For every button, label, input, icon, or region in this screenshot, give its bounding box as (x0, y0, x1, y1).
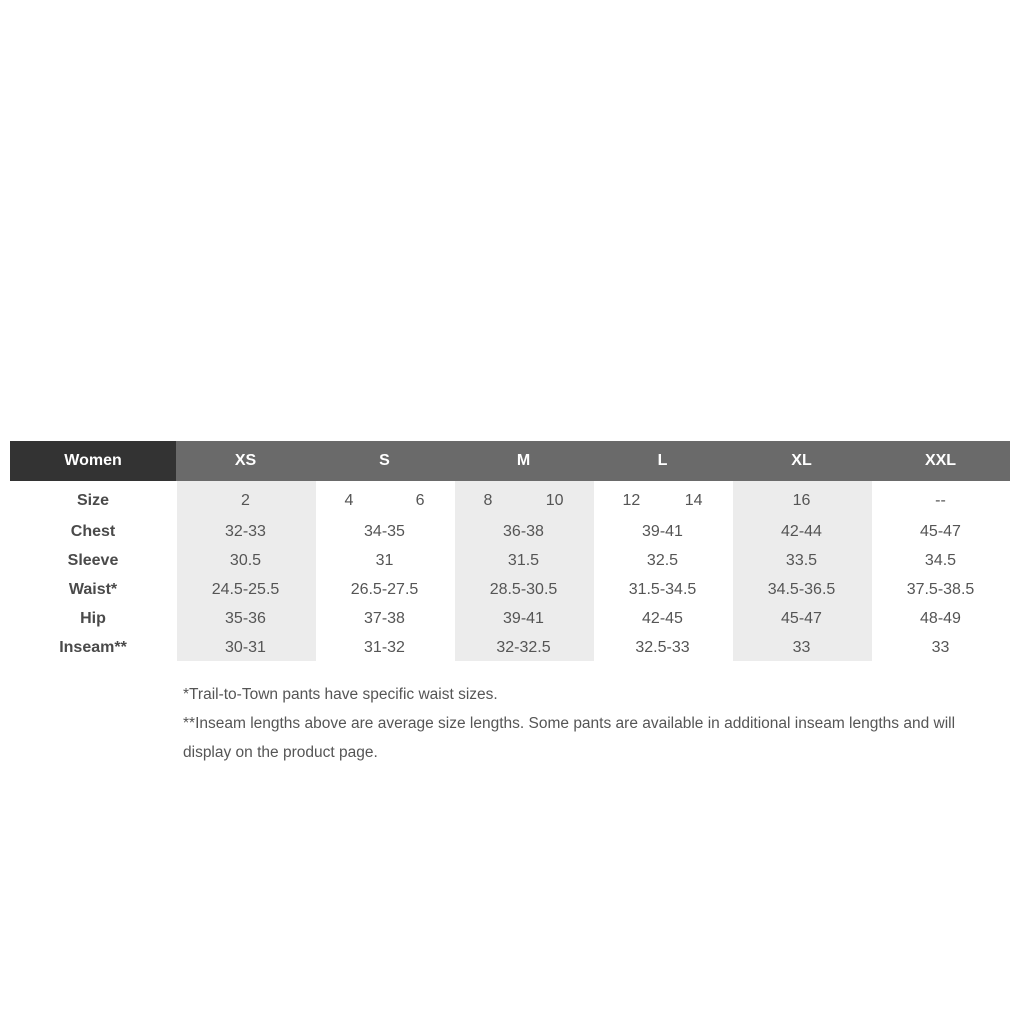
cell-value: 28.5-30.5 (489, 580, 558, 598)
cell-m (454, 523, 593, 541)
cell-pair (345, 492, 425, 510)
size-header-l: L (657, 452, 668, 469)
cell-xl (732, 552, 871, 570)
size-header-xxl: XXL (924, 452, 957, 469)
size-header-xl: XL (791, 452, 812, 469)
cell-xl (732, 639, 871, 657)
cell-xxl (871, 639, 1010, 657)
footnote-inseam: **Inseam lengths above are average size lengths. Some pants are available in additional inseam lengths and will display on the product page. (183, 715, 956, 761)
cell-value: 8 (483, 492, 493, 509)
cell-value: 45-47 (781, 609, 822, 627)
cell-pair (623, 492, 703, 510)
size-header-xs: XS (234, 452, 257, 469)
cell-m (454, 610, 593, 628)
row-label: Sleeve (67, 551, 119, 569)
cell-xs (176, 581, 315, 599)
cell-value: 31.5-34.5 (628, 580, 697, 598)
cell-value: -- (935, 492, 946, 509)
cell-xl (732, 492, 871, 510)
row-hip (10, 604, 1010, 633)
cell-l (593, 610, 732, 628)
cell-value: 37-38 (364, 609, 405, 627)
cell-xxl (871, 492, 1010, 510)
cell-s (315, 581, 454, 599)
cell-value: 2 (241, 492, 250, 509)
cell-xs (176, 552, 315, 570)
cell-value: 39-41 (642, 522, 683, 540)
cell-value: 39-41 (503, 609, 544, 627)
cell-s (315, 523, 454, 541)
cell-value: 32.5 (646, 551, 679, 569)
size-chart (10, 441, 1010, 662)
cell-xl (732, 581, 871, 599)
cell-value: 6 (415, 492, 425, 509)
cell-value: 37.5-38.5 (906, 580, 975, 598)
cell-value: 42-45 (642, 609, 683, 627)
cell-value: 32-33 (225, 522, 266, 540)
cell-value: 35-36 (225, 609, 266, 627)
cell-value: 31 (375, 551, 394, 569)
size-chart-body (10, 481, 1010, 662)
cell-value: 34-35 (364, 522, 405, 540)
cell-value: 30-31 (225, 638, 266, 656)
cell-value: 16 (792, 492, 811, 509)
cell-s (315, 610, 454, 628)
cell-xxl (871, 581, 1010, 599)
size-header-s: S (379, 452, 390, 469)
cell-l (593, 581, 732, 599)
cell-value: 36-38 (503, 522, 544, 540)
cell-xl (732, 523, 871, 541)
row-label: Inseam** (59, 638, 127, 656)
cell-xxl (871, 523, 1010, 541)
cell-l (593, 523, 732, 541)
cell-xs (176, 492, 315, 510)
cell-value: 33 (931, 638, 950, 656)
cell-s (315, 492, 454, 510)
footnote-waist: *Trail-to-Town pants have specific waist sizes. (183, 686, 498, 703)
cell-pair (484, 492, 564, 510)
row-chest (10, 517, 1010, 546)
row-sleeve (10, 546, 1010, 575)
cell-value: 32.5-33 (635, 638, 690, 656)
cell-l (593, 492, 732, 510)
cell-value: 4 (344, 492, 354, 509)
cell-xs (176, 523, 315, 541)
cell-value: 10 (545, 492, 564, 509)
cell-value: 45-47 (920, 522, 961, 540)
cell-xs (176, 610, 315, 628)
cell-l (593, 552, 732, 570)
cell-value: 33.5 (785, 551, 818, 569)
cell-value: 31-32 (364, 638, 405, 656)
row-label: Hip (80, 609, 106, 627)
footnotes (183, 680, 983, 767)
cell-value: 34.5-36.5 (767, 580, 836, 598)
cell-xxl (871, 552, 1010, 570)
row-size (10, 485, 1010, 517)
cell-value: 48-49 (920, 609, 961, 627)
cell-value: 24.5-25.5 (211, 580, 280, 598)
cell-xxl (871, 610, 1010, 628)
cell-l (593, 639, 732, 657)
row-inseam (10, 633, 1010, 662)
cell-value: 12 (622, 492, 641, 509)
cell-s (315, 552, 454, 570)
corner-label: Women (10, 441, 176, 481)
cell-value: 26.5-27.5 (350, 580, 419, 598)
cell-m (454, 581, 593, 599)
cell-xs (176, 639, 315, 657)
size-header-row (10, 441, 1010, 481)
row-label: Size (76, 492, 109, 509)
cell-m (454, 552, 593, 570)
size-header-m: M (516, 452, 531, 469)
cell-value: 31.5 (507, 551, 540, 569)
row-label: Waist* (68, 580, 118, 598)
cell-value: 34.5 (924, 551, 957, 569)
cell-value: 33 (792, 638, 811, 656)
cell-xl (732, 610, 871, 628)
cell-m (454, 639, 593, 657)
cell-value: 14 (684, 492, 703, 509)
cell-value: 42-44 (781, 522, 822, 540)
cell-m (454, 492, 593, 510)
cell-value: 30.5 (229, 551, 262, 569)
row-label: Chest (70, 522, 116, 540)
row-waist (10, 575, 1010, 604)
cell-s (315, 639, 454, 657)
cell-value: 32-32.5 (496, 638, 551, 656)
